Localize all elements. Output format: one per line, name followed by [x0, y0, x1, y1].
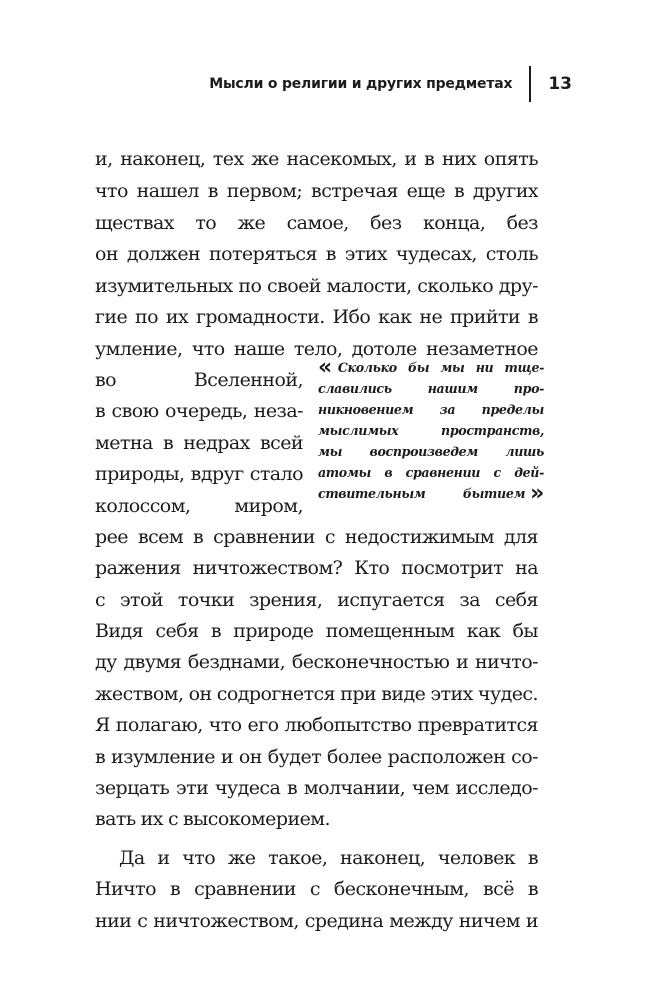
text-line: вать их с высокомерием. — [95, 808, 330, 830]
text-line: колоссом, миром, — [95, 495, 303, 517]
text-line: ражения ничтожеством? Кто посмотрит на — [95, 557, 538, 579]
text-line: нии с ничтожеством, средина между ничем и — [95, 910, 538, 932]
header-divider — [529, 66, 531, 102]
text-line: он должен потеряться в этих чудесах, столь — [95, 243, 538, 265]
text-line: в свою очередь, неза- — [95, 400, 303, 422]
open-quote-mark: « — [318, 357, 332, 378]
pull-quote-line — [318, 357, 544, 378]
running-title: Мысли о религии и других предметах — [209, 76, 513, 92]
text-line: жеством, он содрогнется при виде этих чудес. — [95, 683, 538, 705]
text-line: во Вселенной, — [95, 369, 303, 391]
text-line: ществах то же самое, без конца, без — [95, 212, 538, 234]
text-line: что нашел в первом; встречая еще в других — [95, 180, 538, 202]
text-line: в изумление и он будет более расположен со- — [95, 746, 538, 768]
pull-quote-text: ствительным бытием — [318, 486, 526, 501]
page-number: 13 — [548, 74, 572, 94]
text-line: Я полагаю, что его любопытство превратится — [95, 714, 538, 736]
text-line: рее всем в сравнении с недостижимым для — [95, 526, 538, 548]
text-line: изумительных по своей малости, сколько дру- — [95, 275, 538, 297]
text-line: Ничто в сравнении с бесконечным, всё в — [95, 878, 538, 900]
pull-quote-line: мы воспроизведем лишь — [318, 444, 544, 459]
text-line: ду двумя безднами, бесконечностью и ничто- — [95, 651, 538, 673]
pull-quote — [318, 357, 544, 504]
text-line: зерцать эти чудеса в молчании, чем исследо- — [95, 777, 538, 799]
text-line: природы, вдруг стало — [95, 463, 303, 485]
text-line: и, наконец, тех же насекомых, и в них опять — [95, 148, 538, 170]
close-quote-mark: » — [530, 483, 544, 504]
pull-quote-line: атомы в сравнении с дей- — [318, 465, 544, 480]
pull-quote-text: Сколько бы мы ни тще- — [337, 360, 544, 375]
text-line: Видя себя в природе помещенным как бы — [95, 620, 538, 642]
running-header — [209, 66, 572, 102]
pull-quote-line: славились нашим про- — [318, 381, 544, 396]
pull-quote-line — [318, 483, 544, 504]
text-line: с этой точки зрения, испугается за себя — [95, 589, 538, 611]
pull-quote-line: мыслимых пространств, — [318, 423, 544, 438]
text-line: умление, что наше тело, дотоле незаметное — [95, 338, 538, 360]
text-line: гие по их громадности. Ибо как не прийти в — [95, 306, 538, 328]
pull-quote-line: никновением за пределы — [318, 402, 544, 417]
text-line: метна в недрах всей — [95, 432, 303, 454]
text-line: Да и что же такое, наконец, человек в — [119, 847, 538, 869]
